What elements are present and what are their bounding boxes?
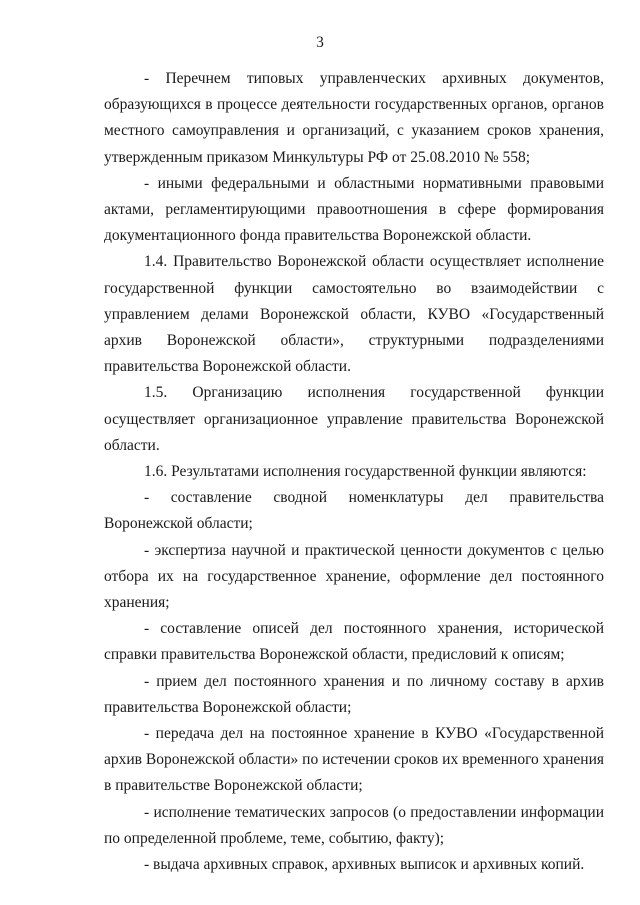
paragraph-1-5: 1.5. Организацию исполнения государственной функции осуществляет организационное управление правительства Воронежской области. [104, 384, 604, 454]
paragraph-list-item-perechen: - Перечнем типовых управленческих архивных документов, образующихся в процессе деятельности государственных органов, органов местного самоуправления и организаций, с указанием сроков хранения, утвержденным приказом Минкультуры РФ от 25.08.2010 № 558; [104, 70, 604, 166]
result-item-requests: - исполнение тематических запросов (о предоставлении информации по определенной проблеме, теме, событию, факту); [104, 803, 604, 847]
result-item-transfer: - передача дел на постоянное хранение в КУВО «Государственной архив Воронежской области» по истечении сроков их временного хранения в правительстве Воронежской области; [104, 725, 604, 795]
page-number: 3 [316, 34, 324, 51]
result-item-expertise: - экспертиза научной и практической ценности документов с целью отбора их на государственное хранение, оформление дел постоянного хранения; [104, 541, 604, 612]
result-item-nomenclature: - составление сводной номенклатуры дел правительства Воронежской области; [104, 489, 604, 533]
result-item-inventories: - составление описей дел постоянного хранения, исторической справки правительства Воронежской области, предисловий к описям; [104, 620, 604, 664]
result-item-certificates: - выдача архивных справок, архивных выписок и архивных копий. [144, 856, 585, 874]
result-item-reception: - прием дел постоянного хранения и по личному составу в архив правительства Воронежской области; [104, 672, 604, 716]
paragraph-1-6: 1.6. Результатами исполнения государственной функции являются: [144, 463, 587, 481]
document-body [104, 66, 604, 878]
paragraph-1-4: 1.4. Правительство Воронежской области осуществляет исполнение государственной функции самостоятельно во взаимодействии с управлением делами Воронежской области, КУВО «Государственный архив Воронежской области», структурными подразделениями правительства Воронежской области. [104, 253, 604, 376]
paragraph-list-item-other-acts: - иными федеральными и областными нормативными правовыми актами, регламентирующими правоотношения в сфере формирования документационного фонда правительства Воронежской области. [104, 174, 604, 245]
